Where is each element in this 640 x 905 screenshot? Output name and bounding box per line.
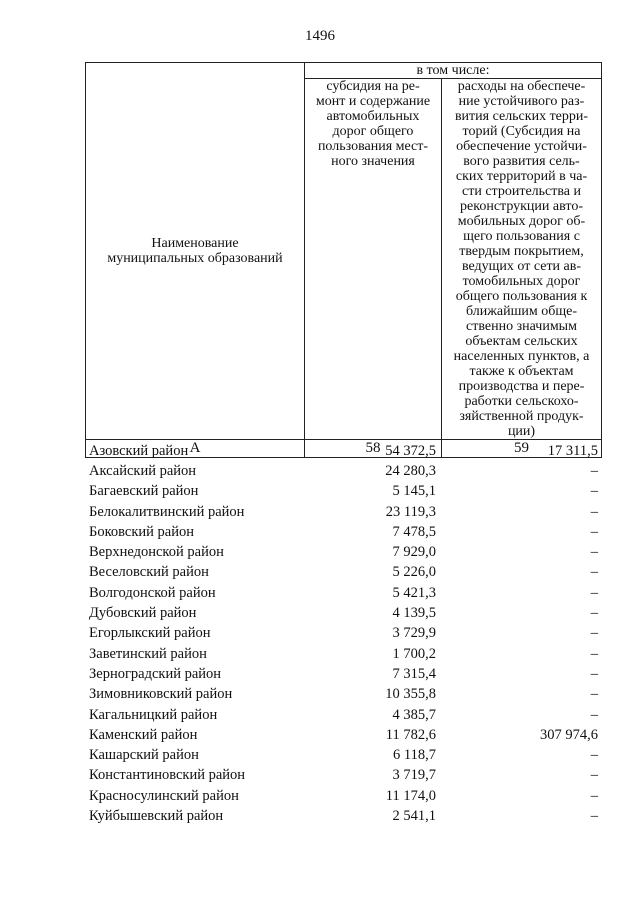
value-58: 4 139,5: [392, 605, 436, 622]
table-body: [89, 441, 598, 827]
municipality-name: Волгодонской район: [89, 584, 216, 601]
column-header-municipality: Наименование муниципальных образований: [86, 63, 305, 440]
municipality-name: Аксайский район: [89, 462, 197, 479]
table-row: [89, 766, 598, 786]
municipality-name: Зимовниковский район: [89, 686, 233, 703]
municipality-name: Азовский район: [89, 442, 189, 459]
municipality-name: Егорлыкский район: [89, 625, 211, 642]
municipality-name: Дубовский район: [89, 605, 197, 622]
column-group-header: в том числе:: [305, 63, 602, 79]
value-58: 24 280,3: [385, 462, 436, 479]
value-58: 3 729,9: [392, 625, 436, 642]
value-59: –: [590, 645, 598, 662]
municipality-name: Красносулинский район: [89, 787, 239, 804]
value-58: 23 119,3: [385, 503, 436, 520]
table-row: [89, 441, 598, 461]
value-59: –: [590, 503, 598, 520]
table-row: [89, 725, 598, 745]
table-row: [89, 644, 598, 664]
table-row: [89, 664, 598, 684]
table-row: [89, 786, 598, 806]
table-row: [89, 603, 598, 623]
value-58: 5 145,1: [392, 483, 436, 500]
table-row: [89, 624, 598, 644]
municipality-name: Верхнедонской район: [89, 544, 224, 561]
value-59: –: [590, 605, 598, 622]
value-58: 7 478,5: [392, 523, 436, 540]
municipality-name: Кашарский район: [89, 747, 199, 764]
municipality-name: Зерноградский район: [89, 665, 222, 682]
page-number: 1496: [305, 28, 335, 44]
value-59: –: [590, 523, 598, 540]
value-59: –: [590, 767, 598, 784]
value-58: 3 719,7: [392, 767, 436, 784]
value-59: –: [590, 584, 598, 601]
column-header-59: расходы на обеспече- ние устойчивого раз- вития сельских терри- торий (Субсидия на обеспечение устойчи- вого развития сель- ских территорий в ча- сти строительства и реконструкции авто- мобильных дорог об- щего пользования с твердым покрытием, ведущих от сети ав- томобильных дорог общего пользования к ближайшим обще- ственно значимым объектам сельских населенных пунктов, а также к объектам производства и пере- работки сельскохо- зяйственной продук- ции): [442, 79, 602, 440]
value-58: 10 355,8: [385, 686, 436, 703]
value-59: –: [590, 483, 598, 500]
value-59: –: [590, 462, 598, 479]
municipality-name: Константиновский район: [89, 767, 246, 784]
column-header-58: субсидия на ре- монт и содержание автомобильных дорог общего пользования мест- ного значения: [305, 79, 442, 440]
value-59: 17 311,5: [547, 442, 598, 459]
value-58: 11 174,0: [385, 787, 436, 804]
value-59: –: [590, 625, 598, 642]
value-58: 5 421,3: [392, 584, 436, 601]
value-59: –: [590, 807, 598, 824]
municipality-name: Каменский район: [89, 726, 198, 743]
value-58: 2 541,1: [392, 807, 436, 824]
value-59: –: [590, 706, 598, 723]
value-58: 54 372,5: [385, 442, 436, 459]
value-59: –: [590, 686, 598, 703]
value-58: 7 929,0: [392, 544, 436, 561]
value-59: –: [590, 544, 598, 561]
value-59: –: [590, 747, 598, 764]
column-index-58: 58: [305, 440, 442, 458]
table-row: [89, 745, 598, 765]
municipality-name: Веселовский район: [89, 564, 209, 581]
table-row: [89, 502, 598, 522]
table-row: [89, 705, 598, 725]
value-59: –: [590, 787, 598, 804]
value-59: –: [590, 564, 598, 581]
value-58: 11 782,6: [385, 726, 436, 743]
value-58: 4 385,7: [392, 706, 436, 723]
table-row: [89, 806, 598, 826]
municipality-name: Белокалитвинский район: [89, 503, 245, 520]
value-58: 5 226,0: [392, 564, 436, 581]
table-row: [89, 461, 598, 481]
municipality-name: Кагальницкий район: [89, 706, 218, 723]
value-58: 6 118,7: [393, 747, 436, 764]
column-index-a: А: [86, 440, 305, 458]
table-row: [89, 583, 598, 603]
municipality-name: Боковский район: [89, 523, 194, 540]
table-row: [89, 522, 598, 542]
table-row: [89, 482, 598, 502]
table-row: [89, 685, 598, 705]
value-59: 307 974,6: [540, 726, 598, 743]
municipality-name: Куйбышевский район: [89, 807, 224, 824]
value-58: 1 700,2: [392, 645, 436, 662]
value-58: 7 315,4: [392, 665, 436, 682]
table-row: [89, 542, 598, 562]
municipality-name: Заветинский район: [89, 645, 207, 662]
value-59: –: [590, 665, 598, 682]
table-header: [85, 62, 602, 458]
column-index-59: 59: [442, 440, 602, 458]
table-row: [89, 563, 598, 583]
municipality-name: Багаевский район: [89, 483, 199, 500]
